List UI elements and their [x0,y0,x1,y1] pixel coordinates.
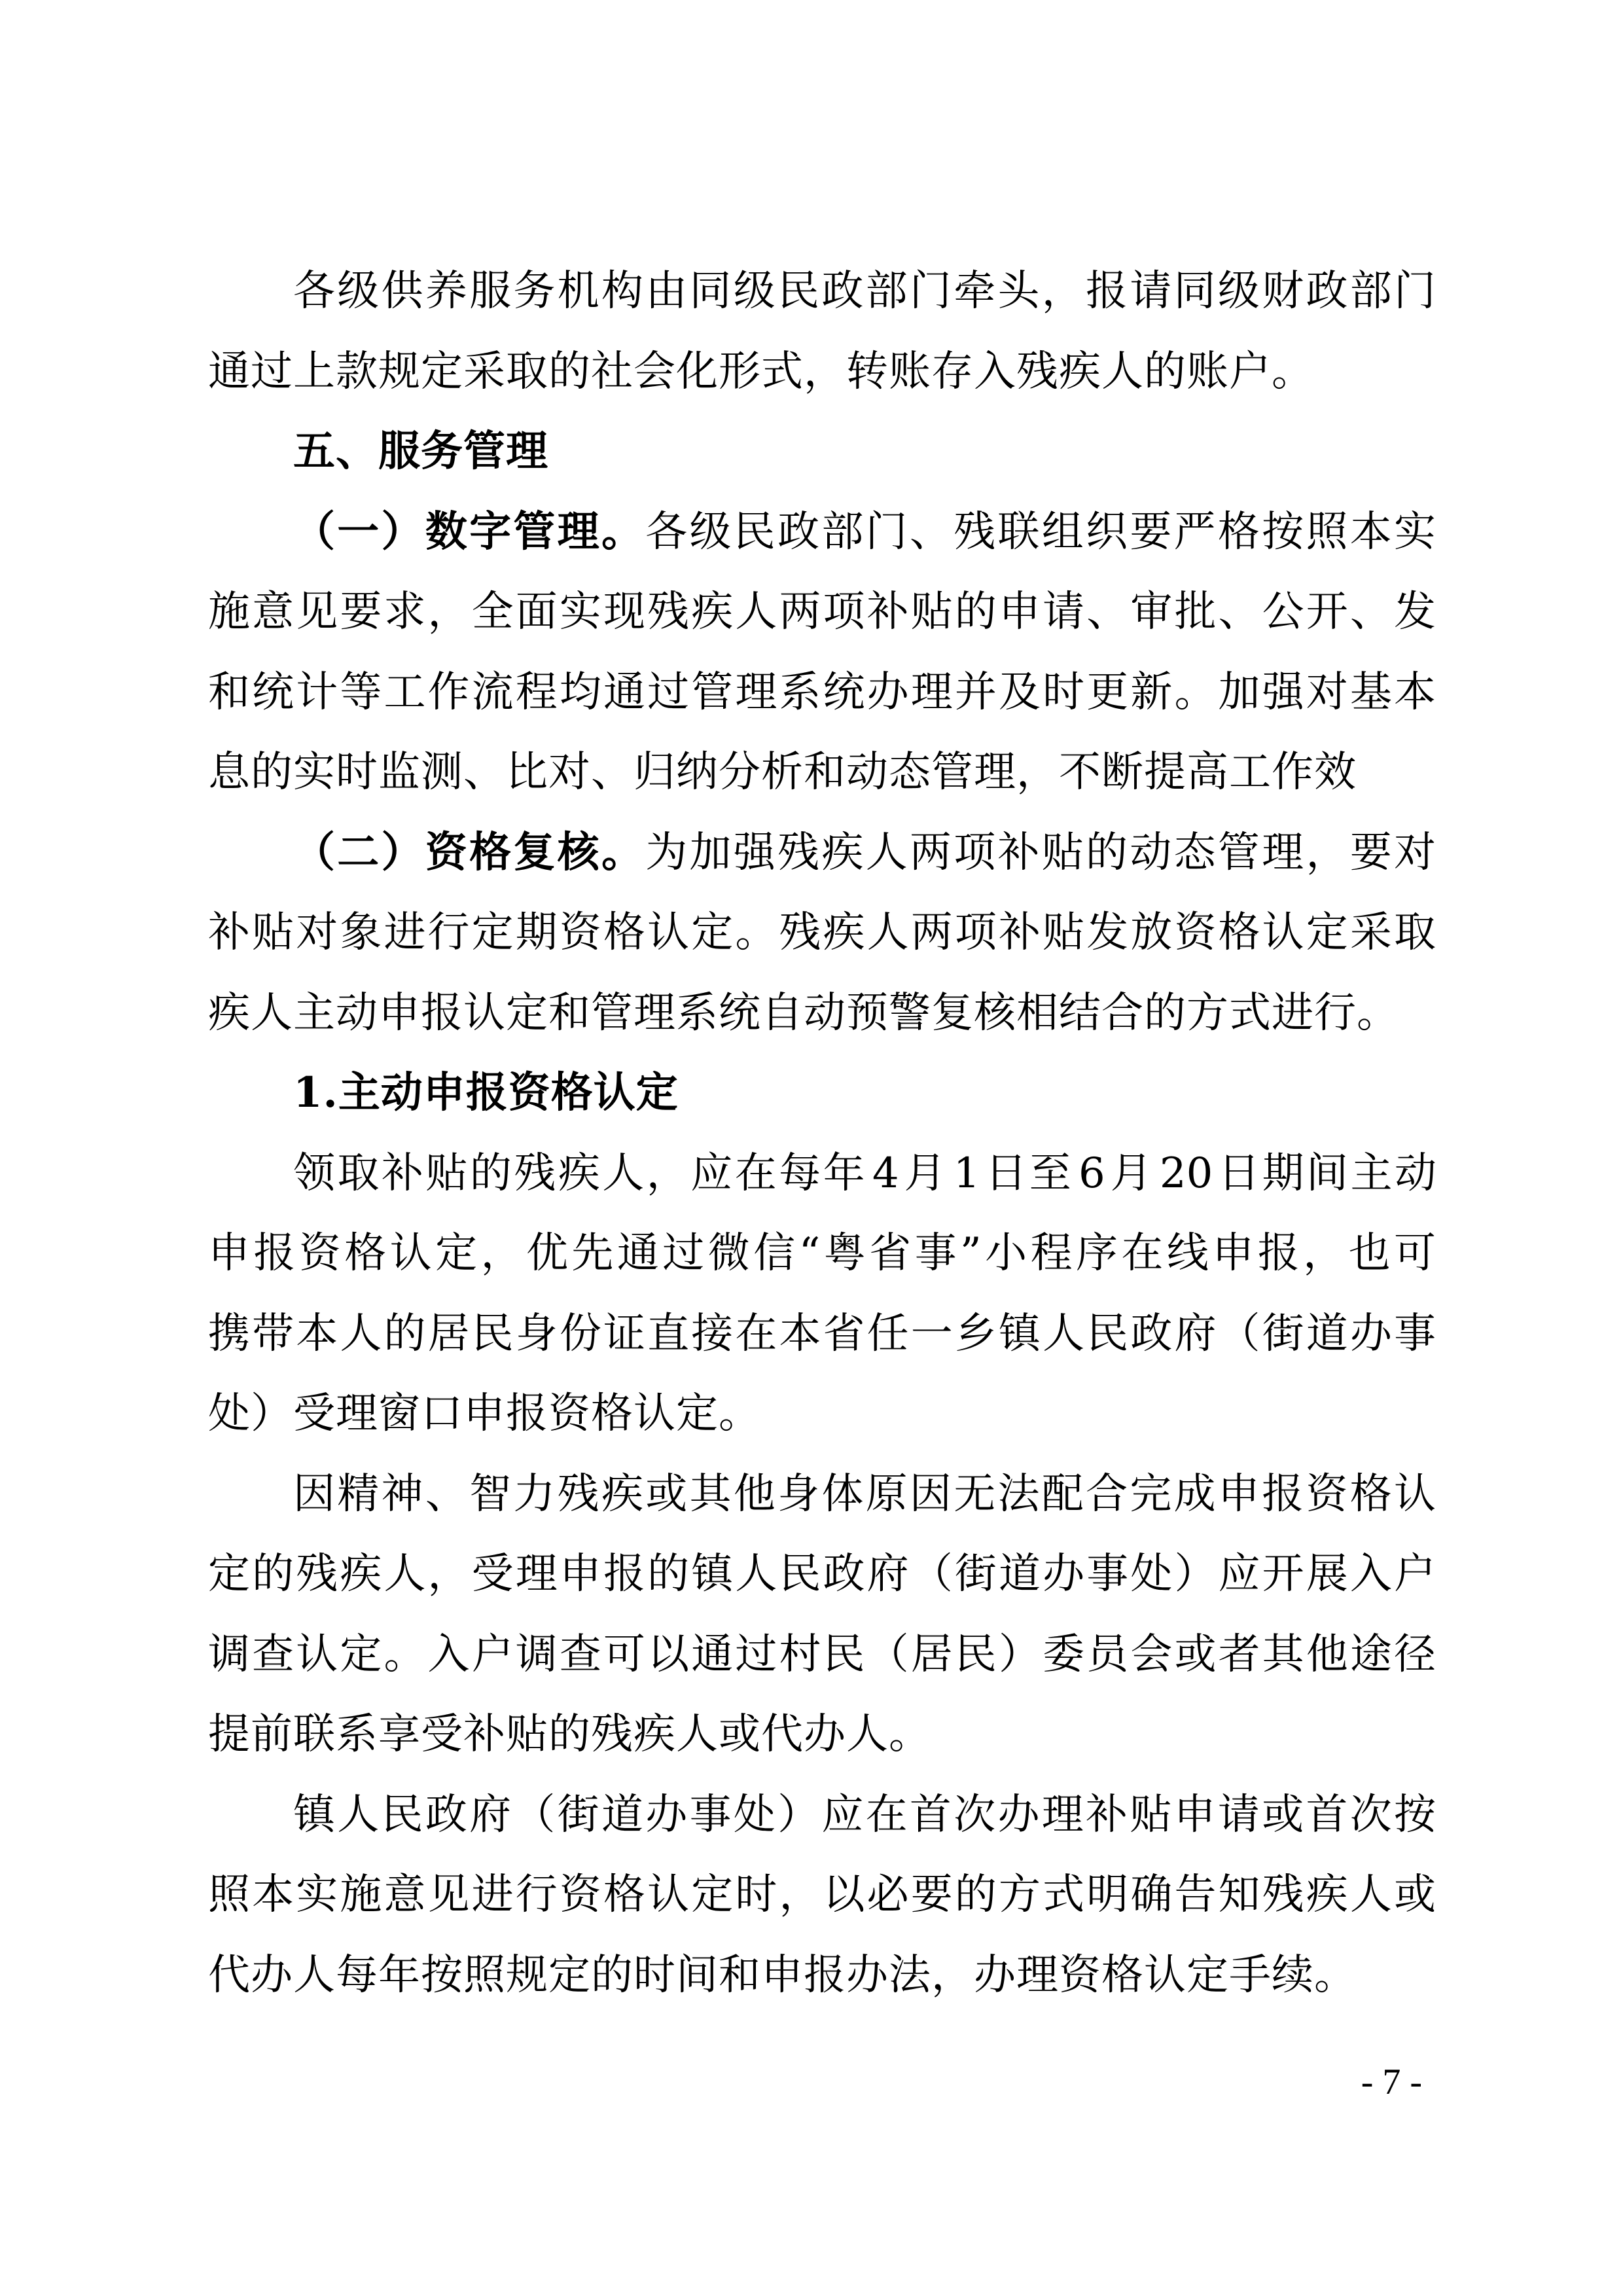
paragraph-line: 照本实施意见进行资格认定时，以必要的方式明确告知残疾人或 [208,1871,1436,1919]
subsection-title: （一）数字管理。 [293,507,646,556]
document-body [208,251,1436,2015]
paragraph [208,492,1436,813]
paragraph-line: 补贴对象进行定期资格认定。残疾人两项补贴发放资格认定采取 [208,908,1436,957]
paragraph-line [208,813,1436,893]
paragraph-line [208,492,1436,573]
paragraph [208,1454,1436,1775]
paragraph [208,1134,1436,1454]
paragraph-line: 调查认定。入户调查可以通过村民（居民）委员会或者其他途径 [208,1630,1436,1679]
paragraph-line: 定的残疾人，受理申报的镇人民政府（街道办事处）应开展入户 [208,1550,1436,1598]
paragraph-line: 申报资格认定，优先通过微信“粤省事”小程序在线申报，也可 [208,1229,1436,1278]
subsection-title: （二）资格复核。 [293,827,646,877]
paragraph-line: 息的实时监测、比对、归纳分析和动态管理，不断提高工作效 [208,748,1357,797]
paragraph-line: 携带本人的居民身份证直接在本省任一乡镇人民政府（街道办事 [208,1309,1436,1358]
paragraph-line: 施意见要求，全面实现残疾人两项补贴的申请、审批、公开、发 [208,588,1436,636]
paragraph-line: 领取补贴的残疾人，应在每年 4 月 1 日至 6 月 20 日期间主动 [293,1149,1436,1198]
paragraph [208,251,1436,412]
paragraph-line: 代办人每年按照规定的时间和申报办法，办理资格认定手续。 [208,1950,1357,2000]
paragraph-line: 处）受理窗口申报资格认定。 [208,1390,761,1438]
subsection-heading: 1.主动申报资格认定 [293,1068,679,1117]
paragraph-line: 各级供养服务机构由同级民政部门牵头，报请同级财政部门 [293,267,1436,315]
section-heading: 五、服务管理 [293,427,548,476]
paragraph-line: 疾人主动申报认定和管理系统自动预警复核相结合的方式进行。 [208,988,1399,1037]
paragraph-line: 因精神、智力残疾或其他身体原因无法配合完成申报资格认 [293,1469,1436,1518]
paragraph [208,813,1436,1054]
paragraph-line: 镇人民政府（街道办事处）应在首次办理补贴申请或首次按 [293,1790,1436,1839]
paragraph-text: 为加强残疾人两项补贴的动态管理，要对 [645,828,1436,877]
page-number: - 7 - [1361,2062,1422,2102]
paragraph [208,1775,1436,2016]
paragraph-text: 各级民政部门、残联组织要严格按照本实 [645,507,1436,556]
paragraph-line: 和统计等工作流程均通过管理系统办理并及时更新。加强对基本 [208,668,1436,717]
paragraph-line: 通过上款规定采取的社会化形式，转账存入残疾人的账户。 [208,347,1314,396]
paragraph-line: 提前联系享受补贴的残疾人或代办人。 [208,1710,931,1759]
